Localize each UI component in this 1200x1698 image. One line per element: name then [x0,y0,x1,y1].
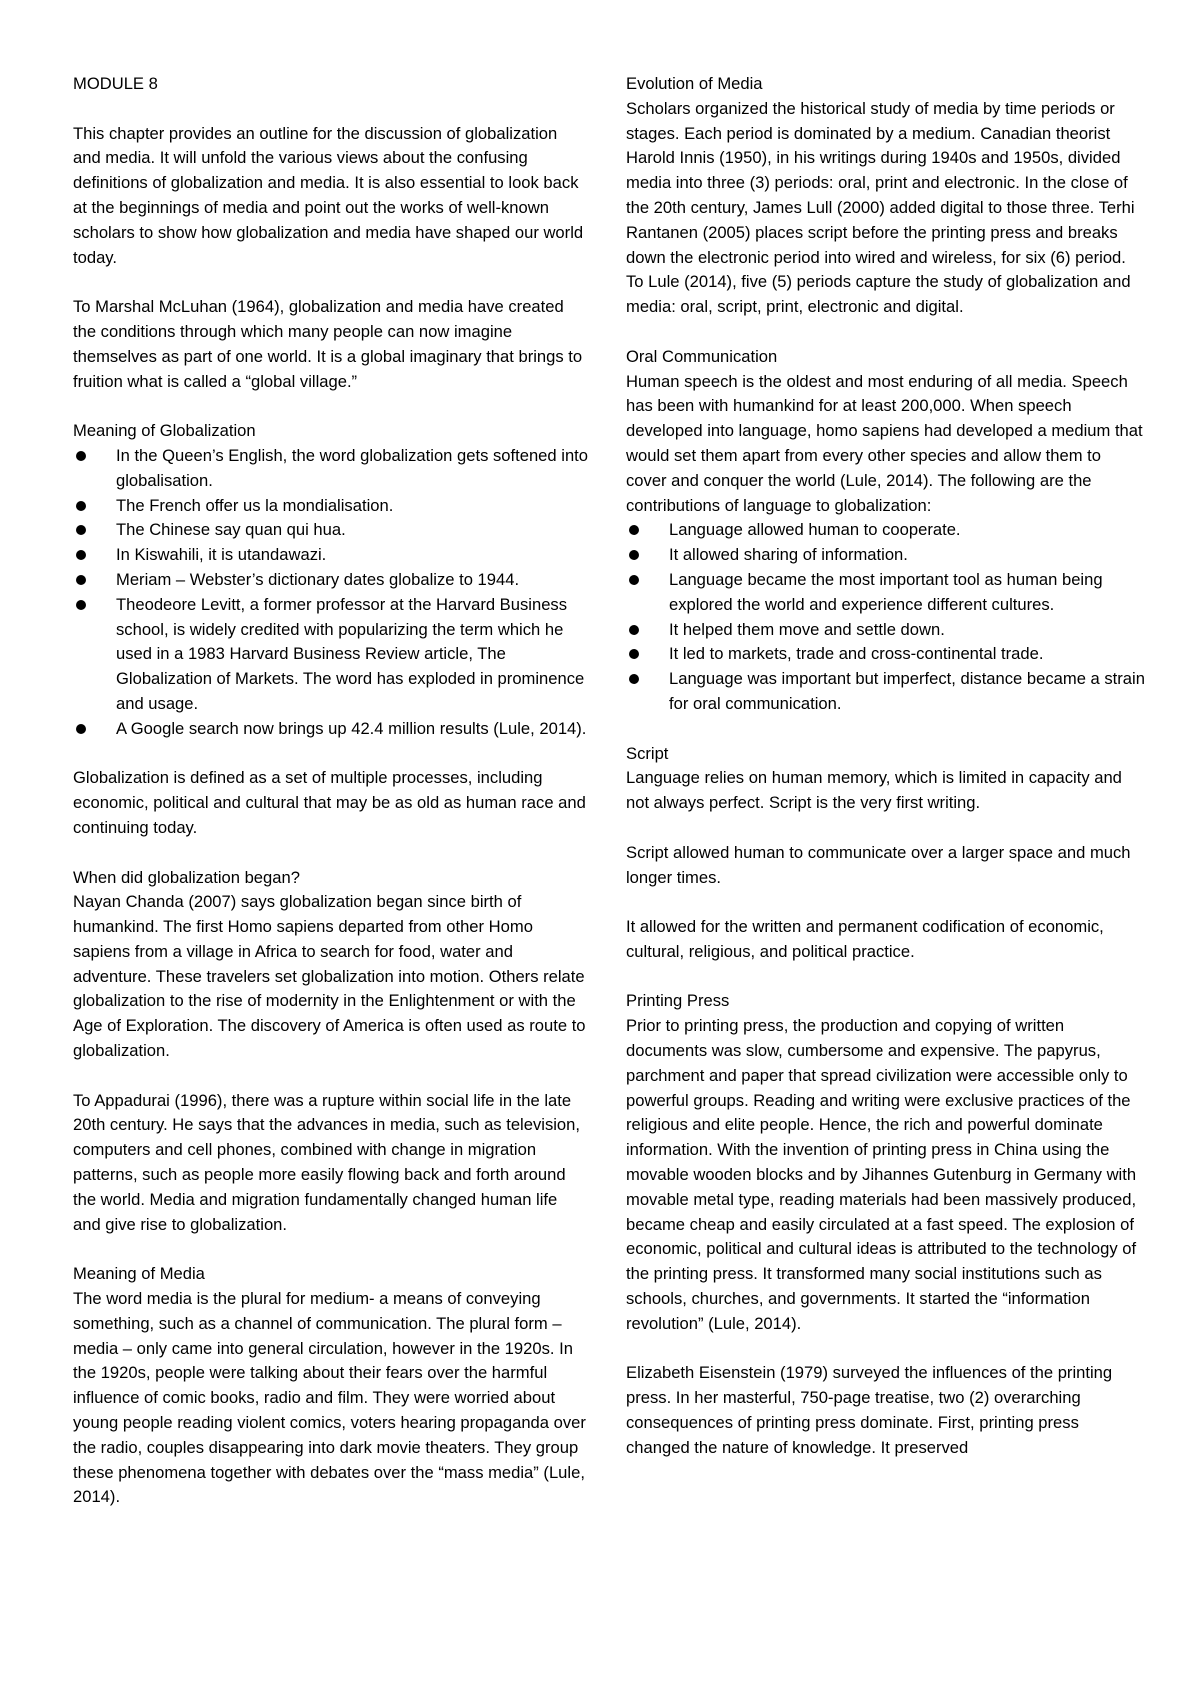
printing-paragraph: Prior to printing press, the production and copying of written documents was slow, cumbersome and expensive. The papyrus, parchment and paper that spread civilization were accessible only to powerful groups. Reading and writing were exclusive practices of the religious and elite people. Hence, the rich and powerful dominate information. With the invention of printing press in China using the movable wooden blocks and by Jihannes Gutenburg in Germany with movable metal type, reading materials had been massively produced, became cheap and easily circulated at a fast speed. The explosion of economic, political and cultural ideas is attributed to the technology of the printing press. It transformed many social institutions such as schools, churches, and governments. It started the “information revolution” (Lule, 2014). [626,1016,1137,1333]
oral-list [626,518,1146,716]
list-item: It led to markets, trade and cross-continental trade. [626,642,1146,667]
evolution-heading: Evolution of Media [626,74,763,93]
eisenstein-paragraph: Elizabeth Eisenstein (1979) surveyed the influences of the printing press. In her masterful, 750-page treatise, two (2) overarching consequences of printing press dominate. First, printing press changed the nature of knowledge. It preserved [626,1363,1113,1457]
list-item: It allowed sharing of information. [626,543,1146,568]
list-item: In Kiswahili, it is utandawazi. [73,543,588,568]
meaning-media-heading: Meaning of Media [73,1264,205,1284]
globalization-definition: Globalization is defined as a set of multiple processes, including economic, political and cultural that may be as old as human race and continuing today. [73,768,586,837]
appadurai-paragraph: To Appadurai (1996), there was a rupture within social life in the late 20th century. He says that the advances in media, such as television, computers and cell phones, combined with change in migration patterns, such as people more easily flowing back and forth around the world. Media and migration fundamentally changed human life and give rise to globalization. [73,1090,581,1234]
script-paragraph-1: Language relies on human memory, which is limited in capacity and not always perfect. Script is the very first writing. [626,768,1122,813]
meaning-media-paragraph: The word media is the plural for medium- a means of conveying something, such as a channel of communication. The plural form – media – only came into general circulation, however in the 1920s. In the 1920s, people were talking about their fears over the harmful influence of comic books, radio and film. They were worried about young people reading violent comics, voters hearing propaganda over the radio, couples disappearing into dark movie theaters. They group these phenomena together with debates over the “mass media” (Lule, 2014). [73,1289,586,1507]
list-item: Language allowed human to cooperate. [626,518,1146,543]
list-item: In the Queen’s English, the word globalization gets softened into globalisation. [73,444,588,494]
evolution-paragraph: Scholars organized the historical study of media by time periods or stages. Each period is dominated by a medium. Canadian theorist Harold Innis (1950), in his writings during 1940s and 1950s, divided media into three (3) periods: oral, print and electronic. In the close of the 20th century, James Lull (2000) added digital to those three. Terhi Rantanen (2005) places script before the printing press and breaks down the electronic period into wired and wireless, for six (6) period. [626,98,1135,267]
list-item: Language was important but imperfect, distance became a strain for oral communication. [626,667,1146,717]
when-heading: When did globalization began? [73,867,300,887]
meaning-globalization-heading: Meaning of Globalization [73,421,256,441]
list-item: The Chinese say quan qui hua. [73,518,588,543]
oral-heading: Oral Communication [626,346,778,366]
list-item: Language became the most important tool as human being explored the world and experience different cultures. [626,568,1146,618]
left-column [73,72,588,1510]
right-column [626,72,1146,1461]
list-item: Meriam – Webster’s dictionary dates globalize to 1944. [73,568,588,593]
list-item: Theodeore Levitt, a former professor at the Harvard Business school, is widely credited with popularizing the term which he used in a 1983 Harvard Business Review article, The Globalization of Markets. The word has exploded in prominence and usage. [73,593,588,717]
list-item: The French offer us la mondialisation. [73,494,588,519]
intro-paragraph: This chapter provides an outline for the discussion of globalization and media. It will unfold the various views about the confusing definitions of globalization and media. It is also essential to look back at the beginnings of media and point out the works of well-known scholars to show how globalization and media have shaped our world today. [73,123,584,267]
printing-heading: Printing Press [626,991,730,1011]
lule-periods-paragraph: To Lule (2014), five (5) periods capture the study of globalization and media: oral, script, print, electronic and digital. [626,272,1131,317]
script-paragraph-2: Script allowed human to communicate over a larger space and much longer times. [626,842,1131,887]
module-title: MODULE 8 [73,74,158,93]
mcluhan-paragraph: To Marshal McLuhan (1964), globalization and media have created the conditions through which many people can now imagine themselves as part of one world. It is a global imaginary that brings to fruition what is called a “global village.” [73,297,583,391]
list-item: A Google search now brings up 42.4 million results (Lule, 2014). [73,717,588,742]
meaning-globalization-list [73,444,588,742]
script-heading: Script [626,743,669,763]
when-paragraph: Nayan Chanda (2007) says globalization began since birth of humankind. The first Homo sapiens departed from other Homo sapiens from a village in Africa to search for food, water and adventure. These travelers set globalization into motion. Others relate globalization to the rise of modernity in the Enlightenment or with the Age of Exploration. The discovery of America is often used as route to globalization. [73,892,586,1061]
oral-paragraph: Human speech is the oldest and most enduring of all media. Speech has been with humankind for at least 200,000. When speech developed into language, homo sapiens had developed a medium that would set them apart from every other species and allow them to cover and conquer the world (Lule, 2014). The following are the contributions of language to globalization: [626,371,1143,515]
script-paragraph-3: It allowed for the written and permanent codification of economic, cultural, religious, and political practice. [626,917,1104,961]
list-item: It helped them move and settle down. [626,618,1146,643]
